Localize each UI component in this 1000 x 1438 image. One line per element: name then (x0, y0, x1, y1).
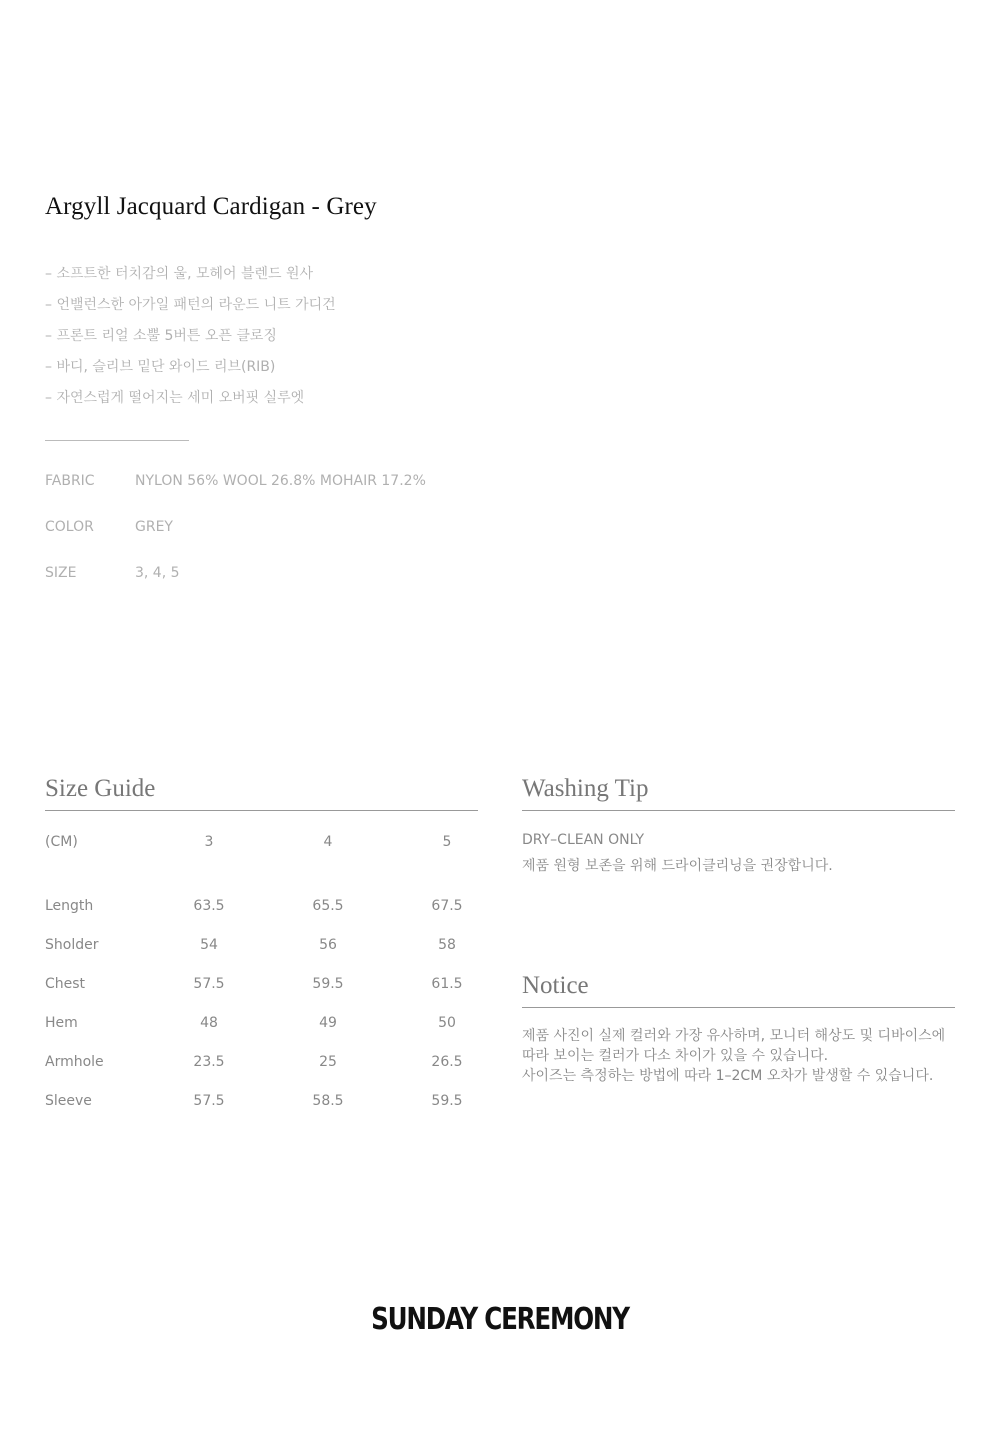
spec-label: SIZE (45, 565, 77, 581)
table-cell: 57.5 (193, 976, 225, 992)
table-cell: 23.5 (193, 1054, 225, 1070)
table-cell: 26.5 (431, 1054, 463, 1070)
notice-line: 따라 보이는 컬러가 다소 차이가 있을 수 있습니다. (522, 1048, 829, 1064)
feature-item: – 바디, 슬리브 밑단 와이드 리브(RIB) (45, 359, 276, 375)
table-cell: 50 (438, 1015, 456, 1031)
table-cell: 48 (200, 1015, 218, 1031)
size-guide-rule (45, 810, 478, 811)
table-cell: Armhole (45, 1054, 104, 1070)
table-cell: 63.5 (193, 898, 225, 914)
table-cell: 56 (319, 937, 337, 953)
feature-list (45, 262, 336, 417)
feature-item: – 언밸런스한 아가일 패턴의 라운드 니트 가디건 (45, 297, 336, 313)
size-guide-title: Size Guide (45, 775, 156, 802)
table-cell: 58 (438, 937, 456, 953)
table-cell: 61.5 (431, 976, 463, 992)
table-header-cell: (CM) (45, 834, 78, 850)
feature-item: – 소프트한 터치감의 울, 모헤어 블렌드 원사 (45, 266, 314, 282)
washing-tip-primary: DRY–CLEAN ONLY (522, 832, 645, 848)
notice-line: 사이즈는 측정하는 방법에 따라 1–2CM 오차가 발생할 수 있습니다. (522, 1068, 934, 1084)
brand-logo: SUNDAY CEREMONY (371, 1302, 629, 1337)
table-cell: Chest (45, 976, 86, 992)
spec-label: FABRIC (45, 473, 95, 489)
table-cell: 57.5 (193, 1093, 225, 1109)
washing-tip-detail: 제품 원형 보존을 위해 드라이클리닝을 권장합니다. (522, 858, 833, 874)
product-title: Argyll Jacquard Cardigan - Grey (45, 193, 377, 220)
divider (45, 440, 189, 441)
feature-item: – 자연스럽게 떨어지는 세미 오버핏 실루엣 (45, 390, 305, 406)
table-row (45, 1089, 478, 1128)
table-row (45, 933, 478, 972)
notice-rule (522, 1007, 955, 1008)
table-cell: 59.5 (312, 976, 344, 992)
feature-item: – 프론트 리얼 소뿔 5버튼 오픈 클로징 (45, 328, 277, 344)
spec-value: GREY (135, 519, 173, 535)
spec-value: 3, 4, 5 (135, 565, 180, 581)
table-cell: 67.5 (431, 898, 463, 914)
notice-text (522, 1026, 962, 1086)
size-table (45, 830, 478, 1128)
table-header-cell: 3 (204, 834, 214, 850)
table-row (45, 1011, 478, 1050)
table-row (45, 1050, 478, 1089)
table-row (45, 972, 478, 1011)
table-cell: Hem (45, 1015, 78, 1031)
table-header-cell: 5 (442, 834, 452, 850)
table-cell: 54 (200, 937, 218, 953)
table-cell: 59.5 (431, 1093, 463, 1109)
notice-title: Notice (522, 972, 589, 999)
table-row (45, 894, 478, 933)
table-header-cell: 4 (323, 834, 333, 850)
table-cell: Sholder (45, 937, 99, 953)
table-cell: Length (45, 898, 94, 914)
table-cell: 58.5 (312, 1093, 344, 1109)
table-cell: 25 (319, 1054, 337, 1070)
table-header-row (45, 830, 478, 894)
table-cell: 65.5 (312, 898, 344, 914)
spec-value: NYLON 56% WOOL 26.8% MOHAIR 17.2% (135, 473, 426, 489)
table-cell: Sleeve (45, 1093, 92, 1109)
notice-line: 제품 사진이 실제 컬러와 가장 유사하며, 모니터 해상도 및 디바이스에 (522, 1028, 946, 1044)
washing-tip-rule (522, 810, 955, 811)
washing-tip-title: Washing Tip (522, 775, 649, 802)
table-cell: 49 (319, 1015, 337, 1031)
spec-label: COLOR (45, 519, 94, 535)
